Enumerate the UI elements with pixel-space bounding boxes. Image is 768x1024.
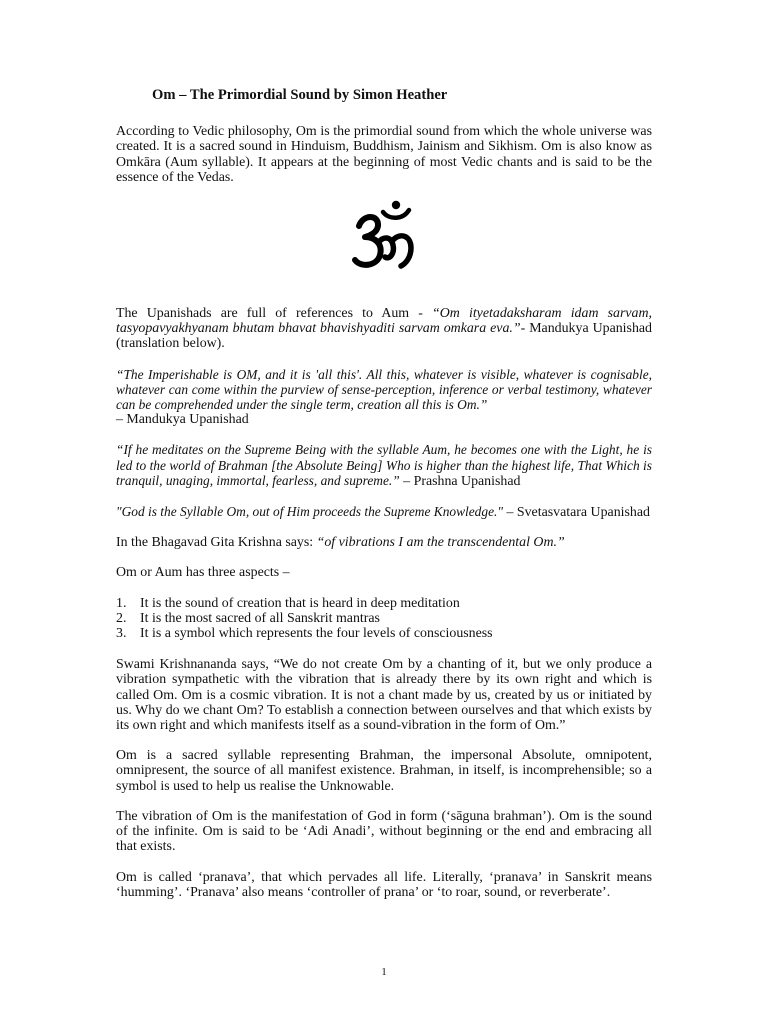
list-item-number: 3. [116,626,127,642]
list-item [116,596,652,611]
bindu-dot [392,201,400,209]
upanishads-sanskrit-quote: “Om ityetadaksharam idam sarvam, tasyopavyakhyanam bhutam bhavat bhavishyaditi sarvam omkara eva.” [116,306,652,337]
svetasvatara-source: – Svetasvatara Upanishad [503,505,650,521]
document-page [116,88,652,915]
mandukya-quote-text: “The Imperishable is OM, and it is 'all this'. All this, whatever is visible, whatever is cognisable, whatever can come within the purview of sense-perception, inference or verbal testimony, whatever can be comprehended under the single term, creation all this is Om.” [116,366,652,413]
om-symbol-graphic [349,200,419,274]
document-title: Om – The Primordial Sound by Simon Heather [152,87,448,103]
svetasvatara-quote [116,504,652,520]
mandukya-source: – Mandukya Upanishad [116,412,249,428]
list-item-number: 1. [116,595,127,611]
prashna-quote-text: “If he meditates on the Supreme Being with the syllable Aum, he becomes one with the Light, he is led to the world of Brahman [the Absolute Being] Who is higher than the highest life, That Which is tranquil, unaging, immortal, fearless, and supreme.” [116,442,652,488]
prashna-quote [116,442,652,489]
aspects-intro: Om or Aum has three aspects – [116,565,290,581]
list-item-text: It is the most sacred of all Sanskrit mantras [140,610,380,626]
list-item-text: It is the sound of creation that is heard in deep meditation [140,595,460,611]
list-item [116,611,652,626]
list-item-number: 2. [116,610,127,626]
gita-quote: “of vibrations I am the transcendental Om.” [316,535,565,551]
intro-paragraph: According to Vedic philosophy, Om is the primordial sound from which the whole universe was created. It is a sacred sound in Hinduism, Buddhism, Jainism and Sikhism. Om is also know as Omkāra (Aum syllable). It appears at the beginning of most Vedic chants and is said to be the essence of the Vedas. [116,124,652,185]
vibration-paragraph: The vibration of Om is the manifestation of God in form (‘sāguna brahman’). Om is the sound of the infinite. Om is said to be ‘Adi Anadi’, without beginning or the end and embracing all that exists. [116,808,652,855]
list-item [116,626,652,641]
aspects-list [116,596,652,642]
gita-paragraph [116,535,652,550]
svetasvatara-quote-text: "God is the Syllable Om, out of Him proceeds the Supreme Knowledge." [116,504,503,520]
prashna-source: – Prashna Upanishad [399,473,521,489]
mandukya-quote [116,367,652,413]
page-number: 1 [381,966,387,978]
upanishads-lead: The Upanishads are full of references to Aum - [116,306,433,322]
pranava-paragraph: Om is called ‘pranava’, that which pervades all life. Literally, ‘pranava’ in Sanskrit means ‘humming’. ‘Pranava’ also means ‘controller of prana’ or ‘to roar, sound, or reverberate’. [116,869,652,900]
upanishads-paragraph [116,306,652,352]
swami-paragraph: Swami Krishnananda says, “We do not create Om by a chanting of it, but we only produce a vibration sympathetic with the vibration that is already there by its own right and which is called Om. Om is a cosmic vibration. It is not a chant made by us, created by us or initiated by us. Why do we chant Om? To establish a connection between ourselves and that which exists by its own right and which manifests itself as a sound-vibration in the form of Om.” [116,657,652,734]
gita-lead: In the Bhagavad Gita Krishna says: [116,535,317,551]
upanishads-source: - Mandukya Upanishad (translation below). [116,321,652,352]
brahman-paragraph: Om is a sacred syllable representing Brahman, the impersonal Absolute, omnipotent, omnipresent, the source of all manifest existence. Brahman, in itself, is incomprehensible; so a symbol is used to help us realise the Unknowable. [116,748,652,794]
om-symbol-icon [116,200,652,278]
list-item-text: It is a symbol which represents the four levels of consciousness [140,626,493,642]
